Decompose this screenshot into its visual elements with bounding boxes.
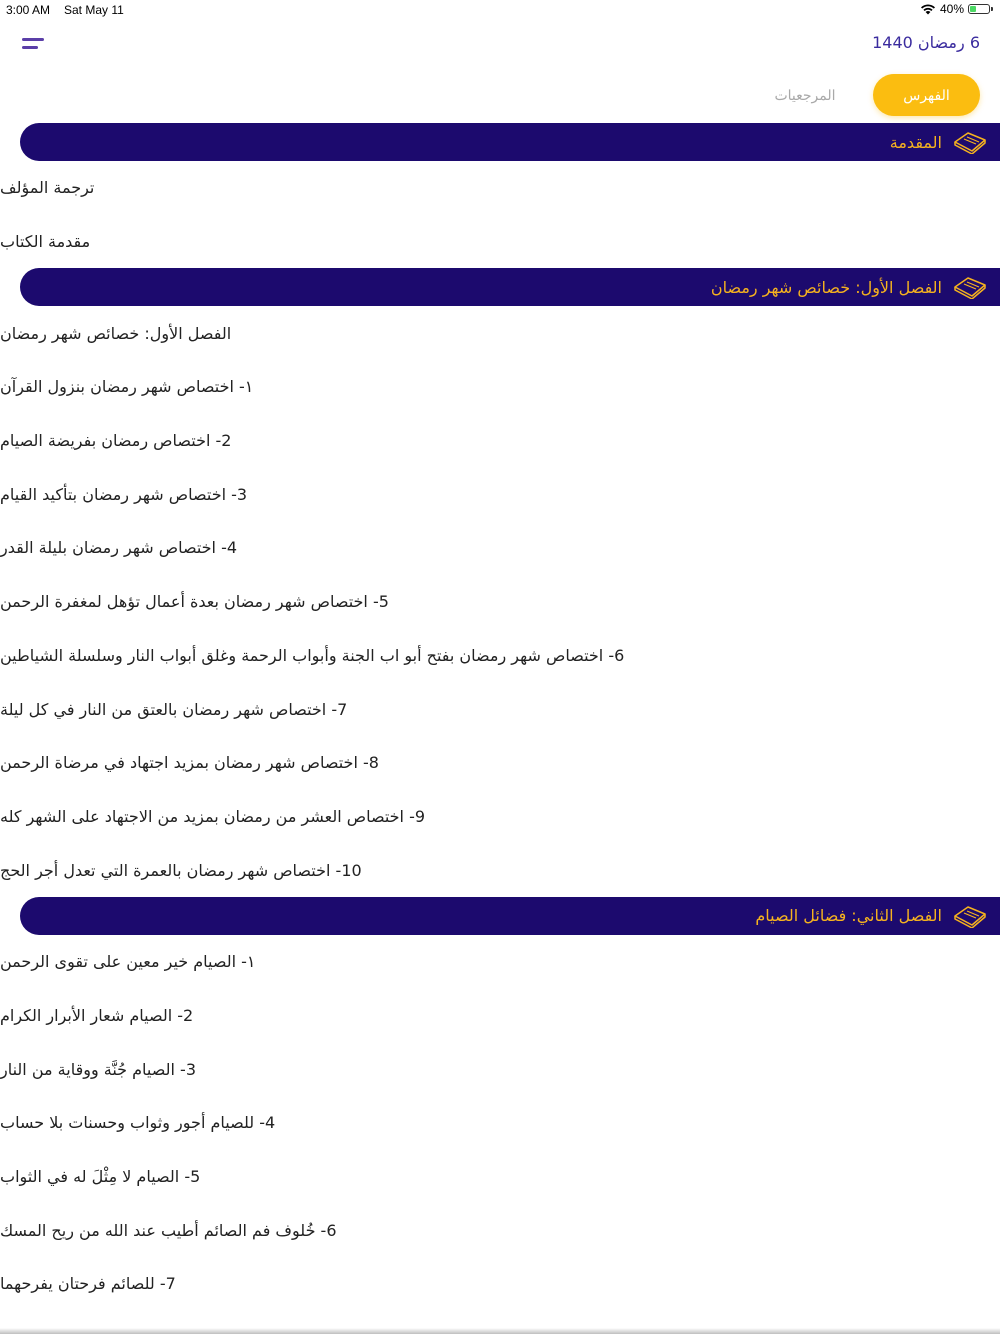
toc-item[interactable] (0, 682, 1000, 736)
battery-level (970, 6, 976, 12)
toc-item-label: مقدمة الكتاب (0, 232, 91, 252)
toc-item-label: 2- الصيام شعار الأبرار الكرام (0, 1005, 194, 1025)
toc-item[interactable] (0, 306, 1000, 360)
toc-item[interactable] (0, 575, 1000, 629)
toc-item[interactable] (0, 1257, 1000, 1311)
toc-item-label: ١- اختصاص شهر رمضان بنزول القرآن (0, 377, 254, 397)
battery-icon (968, 4, 990, 14)
book-icon (952, 904, 988, 928)
status-right (920, 2, 990, 16)
toc-item-label: 7- للصائم فرحتان يفرحهما (0, 1274, 176, 1294)
toc-item[interactable] (0, 790, 1000, 844)
toc-item-label: 3- الصيام جُنَّة ووقاية من النار (0, 1059, 196, 1079)
page-title: 6 رمضان 1440 (872, 33, 980, 52)
toc-item[interactable] (0, 1150, 1000, 1204)
toc-item[interactable] (0, 935, 1000, 989)
toc-item[interactable] (0, 467, 1000, 521)
status-bar (0, 0, 1000, 20)
toc-item-label: 3- اختصاص شهر رمضان بتأكيد القيام (0, 484, 248, 504)
section-title: المقدمة (889, 132, 942, 152)
toc-item-label: 6- اختصاص شهر رمضان بفتح أبو اب الجنة وأبواب الرحمة وغلق أبواب النار وسلسلة الشياطين (0, 645, 625, 665)
book-icon (952, 130, 988, 154)
toc-item[interactable] (0, 736, 1000, 790)
bottom-edge-shadow (0, 1328, 1000, 1334)
toc-item-label: 4- اختصاص شهر رمضان بليلة القدر (0, 538, 238, 558)
toc-item-label: 8- اختصاص شهر رمضان بمزيد اجتهاد في مرضاة الرحمن (0, 753, 379, 773)
toc-item[interactable] (0, 629, 1000, 683)
toc-item-label: 2- اختصاص رمضان بفريضة الصيام (0, 431, 232, 451)
toc-item[interactable] (0, 161, 1000, 215)
section-header[interactable] (20, 123, 1000, 161)
menu-line-bottom (22, 46, 38, 49)
wifi-icon (920, 3, 936, 15)
table-of-contents (0, 123, 1000, 1311)
toc-item-label: الفصل الأول: خصائص شهر رمضان (0, 323, 232, 343)
toc-item[interactable] (0, 1203, 1000, 1257)
toc-item[interactable] (0, 360, 1000, 414)
battery-percent: 40% (939, 2, 964, 16)
battery-cap (991, 7, 993, 11)
toc-item-label: 7- اختصاص شهر رمضان بالعتق من النار في كل ليلة (0, 699, 348, 719)
menu-button[interactable] (20, 36, 50, 54)
section-title: الفصل الثاني: فضائل الصيام (755, 906, 942, 926)
toc-item-label: 5- الصيام لا مِثْلَ له في الثواب (0, 1167, 201, 1187)
toc-item[interactable] (0, 215, 1000, 269)
toc-item-label: 5- اختصاص شهر رمضان بعدة أعمال تؤهل لمغفرة الرحمن (0, 592, 389, 612)
menu-line-top (22, 38, 44, 41)
toc-item-label: ترجمة المؤلف (0, 178, 95, 198)
toc-item-label: 10- اختصاص شهر رمضان بالعمرة التي تعدل أجر الحج (0, 860, 362, 880)
toc-item[interactable] (0, 843, 1000, 897)
toc-item[interactable] (0, 1042, 1000, 1096)
toc-item-label: 6- خُلوف فم الصائم أطيب عند الله من ريح المسك (0, 1220, 337, 1240)
section-header[interactable] (20, 897, 1000, 935)
section-header[interactable] (20, 268, 1000, 306)
toc-item-label: 9- اختصاص العشر من رمضان بمزيد من الاجتهاد على الشهر كله (0, 806, 426, 826)
status-time: 3:00 AM (6, 3, 51, 17)
toc-item-label: 4- للصيام أجور وثواب وحسنات بلا حساب (0, 1113, 276, 1133)
toc-item-label: ١- الصيام خير معين على تقوى الرحمن (0, 952, 256, 972)
toc-item[interactable] (0, 1096, 1000, 1150)
toc-item[interactable] (0, 414, 1000, 468)
status-date: Sat May 11 (64, 3, 124, 17)
tab-index[interactable]: الفهرس (873, 74, 980, 116)
toc-item[interactable] (0, 521, 1000, 575)
toc-item[interactable] (0, 989, 1000, 1043)
tab-bookmarks[interactable]: المرجعيات (750, 74, 860, 116)
section-title: الفصل الأول: خصائص شهر رمضان (710, 277, 942, 297)
book-icon (952, 275, 988, 299)
